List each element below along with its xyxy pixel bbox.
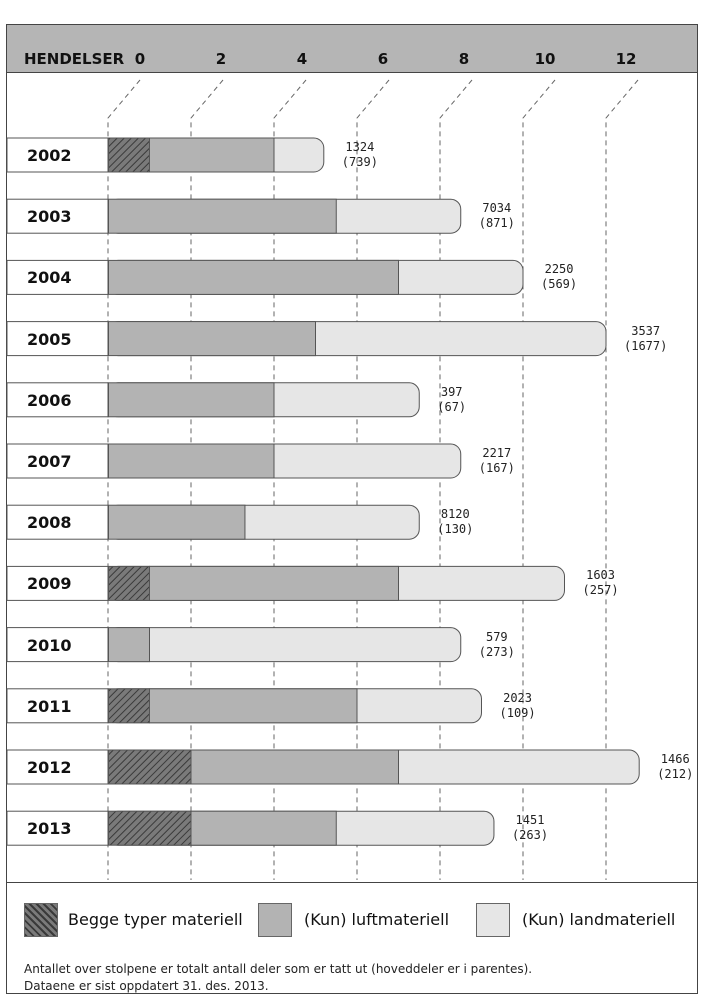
bar-left-edge: [108, 322, 109, 356]
total-parts-count: 1466: [660, 752, 690, 766]
bar-total-label: [657, 752, 693, 782]
bar-total-label: [541, 262, 577, 292]
total-parts-count: 2217: [482, 446, 512, 460]
bar-total-label: [479, 446, 515, 476]
legend-swatch: [24, 903, 58, 937]
bar-total-label: [342, 140, 378, 170]
bar-segment-luftmateriell: [108, 628, 150, 662]
bar-segment-luftmateriell: [108, 383, 274, 417]
bar-total-label: [437, 507, 473, 537]
bar-segment-luftmateriell: [108, 322, 316, 356]
bar-total-label: [479, 630, 515, 660]
main-parts-count: (67): [437, 399, 467, 414]
bar-segment-begge: [108, 138, 150, 172]
bar-left-edge: [108, 750, 109, 784]
bar-total-label: [437, 385, 466, 415]
category-label: 2006: [27, 390, 72, 410]
total-parts-count: 8120: [440, 507, 470, 522]
category-label: 2008: [27, 513, 72, 533]
category-label: 2011: [27, 696, 72, 716]
category-label: 2010: [27, 635, 72, 655]
bar-left-edge: [108, 260, 109, 294]
bar-total-label: [479, 201, 515, 231]
footnote-line-2: Dataene er sist oppdatert 31. des. 2013.: [24, 979, 269, 993]
total-parts-count: 1451: [515, 813, 545, 828]
bar-total-label: [583, 568, 619, 598]
category-label: 2009: [27, 574, 72, 594]
bars: [7, 138, 639, 845]
total-parts-count: 1324: [345, 140, 375, 154]
category-label: 2007: [27, 452, 72, 471]
category-label: 2012: [27, 758, 72, 777]
main-parts-count: (739): [341, 155, 378, 169]
bar-left-edge: [108, 199, 109, 233]
x-tick-label: 10: [534, 50, 556, 68]
category-label: 2002: [27, 146, 72, 165]
bar-segment-luftmateriell: [108, 199, 336, 233]
category-axis-label: HENDELSER: [24, 50, 125, 68]
legend-swatch: [258, 903, 292, 937]
legend-label: Begge typer materiell: [68, 910, 243, 929]
main-parts-count: (569): [541, 277, 578, 292]
footnote-line-1: Antallet over stolpene er totalt antall deler som er tatt ut (hoveddeler er i parentes).: [24, 962, 533, 976]
total-parts-count: 2023: [503, 690, 533, 705]
bar-segment-luftmateriell: [191, 750, 399, 784]
x-tick-label: 0: [134, 50, 146, 68]
category-label: 2004: [27, 268, 72, 288]
bar-left-edge: [108, 689, 109, 723]
x-tick-label: 4: [296, 50, 308, 68]
bar-left-edge: [108, 138, 109, 172]
main-parts-count: (130): [437, 522, 474, 537]
bar-left-edge: [108, 383, 109, 417]
bar-left-edge: [108, 444, 109, 478]
legend-label: (Kun) luftmateriell: [304, 910, 450, 929]
bar-segment-begge: [108, 566, 150, 600]
bar-segment-luftmateriell: [150, 138, 275, 172]
bar-total-label: [500, 691, 536, 721]
bar-total-label: [624, 324, 667, 354]
bar-left-edge: [108, 628, 109, 662]
bar-total-label: [512, 813, 548, 843]
legend-swatch: [476, 903, 510, 937]
bar-segment-luftmateriell: [150, 689, 358, 723]
main-parts-count: (273): [478, 644, 515, 659]
bar-segment-landmateriell: [108, 628, 461, 662]
main-parts-count: (212): [657, 767, 694, 781]
category-label: 2013: [27, 819, 72, 839]
category-label: 2003: [27, 207, 72, 227]
main-parts-count: (871): [478, 216, 515, 231]
main-parts-count: (263): [511, 828, 549, 843]
bar-segment-luftmateriell: [108, 260, 399, 294]
total-parts-count: 1603: [586, 568, 616, 583]
main-parts-count: (1677): [624, 338, 668, 353]
bar-segment-luftmateriell: [108, 505, 245, 539]
total-parts-count: 397: [440, 384, 463, 399]
bar-segment-begge: [108, 811, 191, 845]
bar-left-edge: [108, 505, 109, 539]
x-tick-label: 12: [615, 50, 637, 68]
legend-label: (Kun) landmateriell: [522, 910, 676, 929]
bar-segment-begge: [108, 750, 191, 784]
bar-segment-luftmateriell: [108, 444, 274, 478]
total-parts-count: 3537: [631, 323, 661, 338]
bar-left-edge: [108, 811, 109, 845]
bar-left-edge: [108, 566, 109, 600]
x-tick-label: 8: [458, 50, 470, 68]
main-parts-count: (257): [582, 583, 619, 598]
main-parts-count: (167): [478, 461, 515, 475]
bar-segment-luftmateriell: [150, 566, 399, 600]
legend-separator: [7, 882, 697, 883]
total-parts-count: 7034: [482, 201, 512, 216]
bar-segment-begge: [108, 689, 150, 723]
total-parts-count: 2250: [544, 262, 574, 277]
bar-segment-luftmateriell: [191, 811, 336, 845]
category-label: 2005: [27, 329, 72, 349]
x-tick-label: 2: [215, 50, 227, 68]
total-parts-count: 579: [485, 629, 508, 644]
main-parts-count: (109): [499, 705, 536, 720]
x-tick-label: 6: [377, 50, 389, 68]
